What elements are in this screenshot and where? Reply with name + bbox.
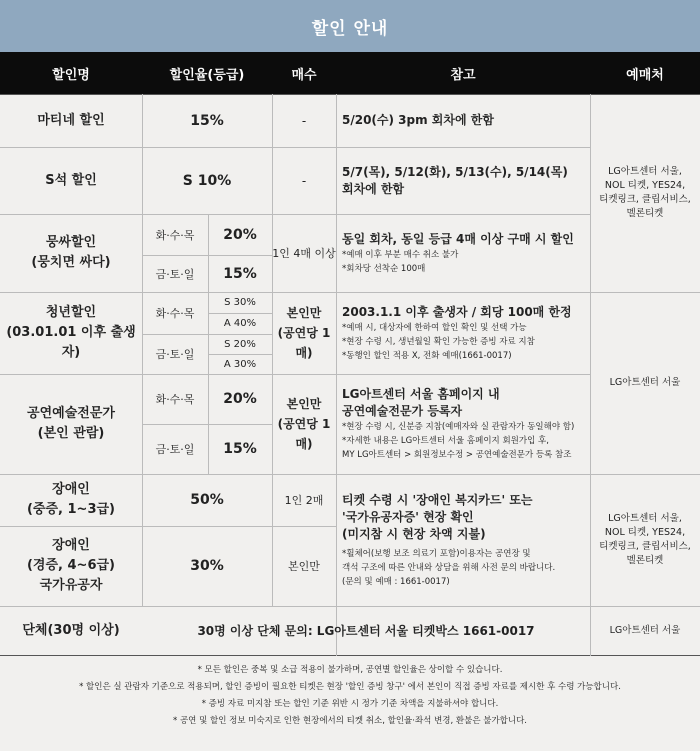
s-seat-note-line1: 5/7(목), 5/12(화), 5/13(수), 5/14(목) xyxy=(342,164,568,179)
group-buy-note xyxy=(336,214,590,292)
group-note: 30명 이상 단체 문의: LG아트센터 서울 티켓박스 1661-0017 xyxy=(197,624,535,638)
youth-name xyxy=(0,292,142,374)
footer-line: * 증빙 자료 미지참 또는 할인 기준 위반 시 정가 기준 차액을 지불하셔야 합니다. xyxy=(201,699,499,709)
expert-note-main: LG아트센터 서울 홈페이지 내 xyxy=(342,387,500,401)
header-discount-name: 할인명 xyxy=(0,52,142,94)
footer-line: * 모든 할인은 중복 및 소급 적용이 불가하며, 공연별 할인율은 상이할 수 있습니다. xyxy=(197,665,503,675)
group-buy-title: 뭉싸할인 xyxy=(45,235,97,250)
expert-title: 공연예술전문가 xyxy=(27,406,115,421)
header-quantity: 매수 xyxy=(272,52,336,94)
youth-note xyxy=(336,292,590,374)
disabled-note-line: (미지참 시 현장 차액 지불) xyxy=(342,526,486,541)
vendor-line: 티켓링크, 클립서비스, xyxy=(599,541,691,552)
group-buy-rate1: 20% xyxy=(223,226,257,243)
youth-qty xyxy=(272,292,336,374)
veteran-title: 국가유공자 xyxy=(39,578,103,593)
vendor-line: NOL 티켓, YES24, xyxy=(604,527,686,538)
youth-day2: 금·토·일 xyxy=(155,348,195,361)
expert-day2: 금·토·일 xyxy=(155,443,195,456)
group-buy-day1: 화·수·목 xyxy=(155,228,195,242)
disabled-note-sub: 객석 구조에 따른 안내와 상담을 위해 사전 문의 바랍니다. xyxy=(342,562,556,573)
youth-note-main: 2003.1.1 이후 출생자 / 회당 100매 한정 xyxy=(342,304,572,319)
youth-grade-a2: A 30% xyxy=(223,358,257,370)
group-buy-name xyxy=(0,214,142,292)
vendor-line: LG아트센터 서울, xyxy=(608,513,682,524)
disabled-severe-subtitle: (중증, 1~3급) xyxy=(26,502,115,517)
matinee-qty: - xyxy=(301,113,307,128)
vendor-line: 멜론티켓 xyxy=(626,208,664,219)
disabled-note-line: 티켓 수령 시 '장애인 복지카드' 또는 xyxy=(342,492,533,507)
disabled-mild-title: 장애인 xyxy=(52,538,90,553)
youth-note-sub: *현장 수령 시, 생년월일 확인 가능한 증빙 자료 지참 xyxy=(342,336,535,347)
expert-qty-sub: (공연당 1매) xyxy=(277,417,331,451)
expert-day1: 화·수·목 xyxy=(155,393,195,406)
disabled-note-line: '국가유공자증' 현장 확인 xyxy=(342,509,474,524)
group-buy-rate2: 15% xyxy=(223,265,257,282)
disabled-note-sub: (문의 및 예매 : 1661-0017) xyxy=(342,576,450,587)
youth-note-sub: *동행인 할인 적용 X, 전화 예매(1661-0017) xyxy=(342,350,512,361)
matinee-note xyxy=(336,94,590,147)
header-discount-rate: 할인율(등급) xyxy=(142,52,272,94)
youth-subtitle: (03.01.01 이후 출생자) xyxy=(6,325,136,360)
expert-subtitle: (본인 관람) xyxy=(37,426,105,441)
group-buy-subtitle: (뭉치면 싸다) xyxy=(31,255,111,270)
vendor-line: 멜론티켓 xyxy=(626,555,664,566)
disabled-note xyxy=(336,474,590,606)
expert-note-sub: MY LG아트센터 > 회원정보수정 > 공연예술전문가 등록 참조 xyxy=(342,450,572,460)
youth-qty-sub: (공연당 1매) xyxy=(277,326,331,360)
matinee-note-text: 5/20(수) 3pm 회차에 한함 xyxy=(342,113,494,127)
s-seat-name: S석 할인 xyxy=(45,172,97,188)
expert-rate2: 15% xyxy=(223,441,257,457)
expert-note xyxy=(336,374,590,474)
matinee-name: 마티네 할인 xyxy=(37,112,105,128)
disabled-severe-rate: 50% xyxy=(190,492,224,508)
footer-line: * 할인은 실 관람자 기준으로 적용되며, 할인 증빙이 필요한 티켓은 현장 '할인 증빙 창구' 에서 본인이 직접 증빙 자료를 제시한 후 수령 가능합니다. xyxy=(79,682,621,692)
footer-line: * 공연 및 할인 정보 미숙지로 인한 현장에서의 티켓 취소, 할인율·좌석 변경, 환불은 불가합니다. xyxy=(173,716,527,726)
s-seat-qty: - xyxy=(301,173,307,188)
group-buy-note-sub: *예매 이후 부분 매수 취소 불가 xyxy=(342,249,459,260)
expert-rate1: 20% xyxy=(223,391,257,407)
group-buy-day2: 금·토·일 xyxy=(155,267,195,281)
vendor-multi-1 xyxy=(590,94,700,292)
s-seat-rate: S 10% xyxy=(182,172,232,189)
expert-note-sub: *자세한 내용은 LG아트센터 서울 홈페이지 회원가입 후, xyxy=(342,436,549,446)
disabled-mild-subtitle: (경증, 4~6급) xyxy=(26,558,115,573)
expert-qty-main: 본인만 xyxy=(286,397,322,411)
expert-name xyxy=(0,374,142,474)
vendor-line: 티켓링크, 클립서비스, xyxy=(599,194,691,205)
matinee-rate: 15% xyxy=(190,112,224,129)
youth-grade-s2: S 20% xyxy=(224,338,256,350)
s-seat-note-line2: 회차에 한함 xyxy=(342,181,405,196)
s-seat-note xyxy=(336,147,590,214)
youth-day1: 화·수·목 xyxy=(155,307,195,320)
disabled-severe-title: 장애인 xyxy=(52,482,90,497)
vendor-lg-only-2: LG아트센터 서울 xyxy=(609,624,681,636)
expert-note-sub: *현장 수령 시, 신분증 지참(예매자와 실 관람자가 동일해야 함) xyxy=(342,422,575,432)
header-vendor: 예매처 xyxy=(590,52,700,94)
youth-title: 청년할인 xyxy=(45,305,97,320)
vendor-line: NOL 티켓, YES24, xyxy=(604,180,686,191)
footer-notes xyxy=(0,662,700,730)
youth-qty-main: 본인만 xyxy=(286,306,322,320)
disabled-severe-qty: 1인 2매 xyxy=(284,494,324,507)
vendor-multi-2 xyxy=(590,474,700,606)
group-buy-note-main: 동일 회차, 동일 등급 4매 이상 구매 시 할인 xyxy=(342,231,574,246)
disabled-severe-name xyxy=(0,474,142,526)
disabled-note-sub: *휠체어(보행 보조 의료기 포함)이용자는 공연장 및 xyxy=(342,548,531,559)
page-title: 할인 안내 xyxy=(0,0,700,52)
vendor-line: LG아트센터 서울, xyxy=(608,166,682,177)
disabled-mild-qty: 본인만 xyxy=(288,560,320,573)
youth-grade-a1: A 40% xyxy=(223,318,257,329)
header-notes: 참고 xyxy=(336,52,590,94)
youth-note-sub: *예매 시, 대상자에 한하여 할인 확인 및 선택 가능 xyxy=(342,322,527,333)
group-buy-qty: 1인 4매 이상 xyxy=(272,247,336,260)
disabled-mild-name xyxy=(0,526,142,606)
expert-note-main2: 공연예술전문가 등록자 xyxy=(342,404,463,418)
youth-grade-s1: S 30% xyxy=(224,297,256,308)
vendor-lg-only-1: LG아트센터 서울 xyxy=(609,377,681,388)
group-buy-note-sub: *회차당 선착순 100매 xyxy=(342,263,426,274)
group-name: 단체(30명 이상) xyxy=(22,622,120,638)
expert-qty xyxy=(272,374,336,474)
disabled-mild-rate: 30% xyxy=(190,558,224,574)
